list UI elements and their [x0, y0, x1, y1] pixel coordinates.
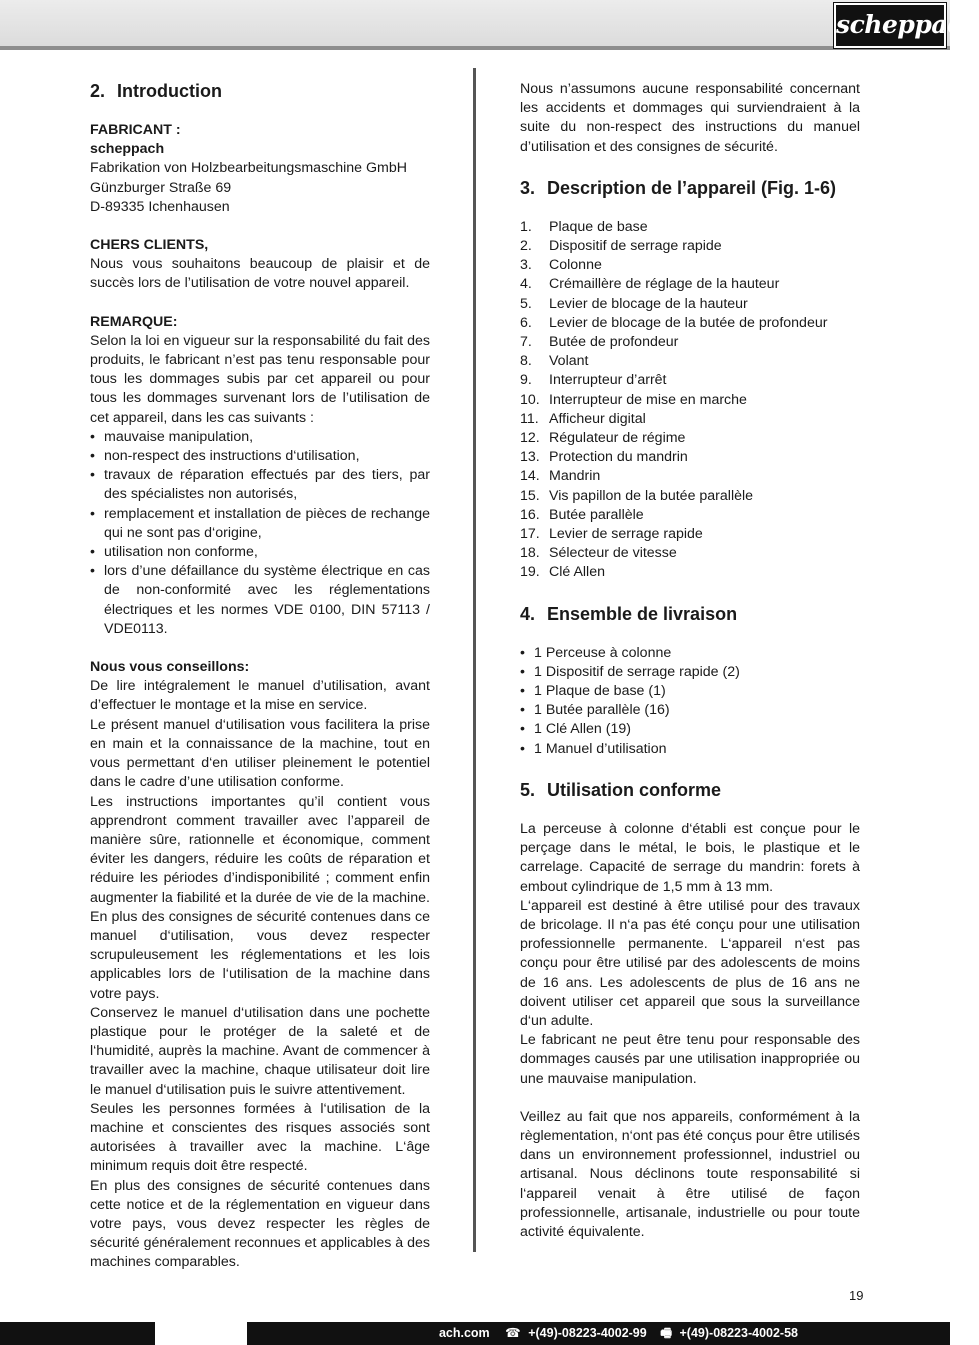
footer-phone: +(49)-08223-4002-99 [528, 1326, 647, 1340]
list-item [520, 352, 860, 371]
note-text: Selon la loi en vigueur sur la responsabilité du fait des produits, le fabricant n’est pas tenu responsable pour tous les dommages subis par cet appareil ou pour tous les dommages survenant lors de l’utilisation de cet appareil, dans les cas suivants : [90, 332, 430, 426]
list-item: • mauvaise manipulation, [90, 428, 430, 447]
item-label: Levier de serrage rapide [549, 526, 703, 543]
item-number: 16. [520, 506, 540, 523]
item-number: 17. [520, 526, 540, 543]
item-label: Sélecteur de vitesse [549, 545, 677, 562]
footer-gap [155, 1322, 247, 1345]
list-item: • 1 Manuel d’utilisation [520, 740, 860, 759]
advise-paragraph: En plus des consignes de sécurité contenues dans cette notice et de la réglementation en vigueur dans votre pays, vous devez respecter les règles de sécurité généralement reconnues et applicables à des machines comparables. [90, 1177, 430, 1271]
note-label: REMARQUE: [90, 313, 178, 330]
section-heading-description [520, 177, 860, 199]
address-line: Fabrikation von Holzbearbeitungsmaschine GmbH [90, 160, 408, 177]
liability-text: Nous n’assumons aucune responsabilité concernant les accidents et dommages qui surviendraient à la suite du non-respect des instructions du manuel d’utilisation et des consignes de sécurité. [520, 81, 860, 155]
item-label: Dispositif de serrage rapide [549, 238, 722, 255]
section-title: Introduction [117, 81, 222, 101]
list-item [520, 275, 860, 294]
list-item: • non-respect des instructions d‘utilisation, [90, 447, 430, 466]
item-label: Volant [549, 353, 589, 370]
item-label: Crémaillère de réglage de la hauteur [549, 276, 780, 293]
item-number: 1. [520, 218, 532, 235]
item-label: Levier de blocage de la hauteur [549, 295, 748, 312]
list-item [520, 544, 860, 563]
advise-label: Nous vous conseillons: [90, 659, 250, 676]
item-label: Plaque de base [549, 218, 648, 235]
list-item: • travaux de réparation effectués par des tiers, par des spécialistes non autorisés, [90, 466, 430, 504]
item-number: 6. [520, 314, 532, 331]
item-number: 4. [520, 276, 532, 293]
list-item: • 1 Butée parallèle (16) [520, 701, 860, 720]
list-item [520, 429, 860, 448]
list-item [520, 506, 860, 525]
use-final-paragraph: Veillez au fait que nos appareils, conformément à la règlementation, n‘ont pas été conçus pour être utilisés dans un environnement professionnel, industriel ou artisanal. Nous déclinons toute responsabilité si l‘appareil venait à être utilisé de façon professionnelle, artisanale, industrielle ou pour toute activité équivalente. [520, 1108, 860, 1240]
list-item: • lors d’une défaillance du système électrique en cas de non-conformité avec les réglementations électriques et les normes VDE 0100, DIN 57113 / VDE0113. [90, 562, 430, 639]
advise-paragraph: Le présent manuel d‘utilisation vous facilitera la prise en main et la connaissance de la machine, tout en vous permettant d‘en utiliser pleinement le potentiel dans le cadre d’une utilisation conforme. [90, 716, 430, 791]
section-number: 2. [90, 81, 106, 101]
advise-paragraph: Les instructions importantes qu’il contient vous apprendront comment travailler avec l’appareil de manière sûre, rationnelle et économique, comment éviter les dangers, réduire les coûts de réparation et réduire les périodes d’indisponibilité ; comment enfin augmenter la fiabilité et la durée de vie de la machine. [90, 793, 430, 906]
fax-icon: 🖷 [660, 1326, 673, 1340]
section-number: 3. [520, 177, 536, 198]
footer-bar [0, 1322, 950, 1345]
item-label: Vis papillon de la butée parallèle [549, 487, 754, 504]
footer-website: ach.com [438, 1326, 490, 1340]
item-number: 7. [520, 334, 532, 351]
list-item [520, 314, 860, 333]
section-number: 5. [520, 779, 536, 800]
section-title: Ensemble de livraison [547, 603, 738, 624]
footer-fax: +(49)-08223-4002-58 [679, 1326, 798, 1340]
list-item [520, 563, 860, 582]
section-title: Utilisation conforme [547, 779, 722, 800]
header-bar [0, 0, 979, 50]
item-number: 2. [520, 238, 532, 255]
list-item: • remplacement et installation de pièces de rechange qui ne sont pas d‘origine, [90, 505, 430, 543]
list-item [520, 410, 860, 429]
advise-paragraph: De lire intégralement le manuel d’utilisation, avant d’effectuer le montage et la mise en service. [90, 678, 430, 714]
item-number: 12. [520, 430, 540, 447]
phone-icon: ☎ [505, 1326, 521, 1340]
list-item: • utilisation non conforme, [90, 543, 430, 562]
list-item [520, 467, 860, 486]
column-divider [473, 68, 476, 1252]
use-paragraph: La perceuse à colonne d‘établi est conçue pour le perçage dans le métal, le bois, le plastique et le carrelage. Capacité de serrage du mandrin: forets à embout cylindrique de 1,5 mm à 13 mm. [520, 820, 860, 895]
section-heading-introduction [90, 80, 430, 102]
item-number: 11. [520, 410, 539, 427]
list-item: • 1 Perceuse à colonne [520, 644, 860, 663]
advise-paragraph: En plus des consignes de sécurité contenues dans ce manuel d‘utilisation, vous devez respecter scrupuleusement les réglementations et les lois applicables lors de l‘utilisation de la machine dans votre pays. [90, 908, 430, 1002]
manufacturer-name: scheppach [90, 141, 165, 158]
list-item [520, 237, 860, 256]
list-item [520, 487, 860, 506]
list-item [520, 218, 860, 237]
item-number: 3. [520, 257, 532, 274]
section-title: Description de l’appareil (Fig. 1-6) [547, 177, 837, 198]
item-number: 10. [520, 391, 540, 408]
section-number: 4. [520, 603, 536, 624]
list-item: • 1 Plaque de base (1) [520, 682, 860, 701]
left-column [90, 80, 430, 1273]
item-number: 13. [520, 449, 540, 466]
note-bullet-list [90, 428, 430, 639]
item-label: Protection du mandrin [549, 449, 688, 466]
item-label: Régulateur de régime [549, 430, 686, 447]
list-item [520, 525, 860, 544]
address-line: D-89335 Ichenhausen [90, 198, 230, 215]
right-column [520, 80, 860, 1242]
list-item: • 1 Dispositif de serrage rapide (2) [520, 663, 860, 682]
item-number: 18. [520, 545, 540, 562]
use-paragraph: Le fabricant ne peut être tenu pour responsable des dommages causés par une utilisation inappropriée ou une mauvaise manipulation. [520, 1032, 860, 1087]
use-paragraph: L‘appareil est destiné à être utilisé pour des travaux de bricolage. Il n‘a pas été conçu pour une utilisation professionnelle permanente. L‘appareil n‘est pas conçu pour être utilisé par des adolescents de moins de 16 ans. Les adolescents de plus de 16 ans ne doivent utiliser cet appareil que sous la surveillance d‘un adulte. [520, 897, 860, 1029]
list-item [520, 256, 860, 275]
item-number: 15. [520, 487, 540, 504]
item-number: 9. [520, 372, 532, 389]
item-number: 19. [520, 564, 540, 581]
list-item [520, 448, 860, 467]
customers-label: CHERS CLIENTS, [90, 237, 209, 254]
item-number: 5. [520, 295, 532, 312]
footer-contact [433, 1322, 798, 1345]
section-heading-delivery [520, 603, 860, 625]
item-label: Clé Allen [549, 564, 605, 581]
advise-paragraph: Conservez le manuel d‘utilisation dans une pochette plastique pour le protéger de la saleté et de l‘humidité, auprès la machine. Avant de commencer à travailler avec la machine, chaque utilisateur doit lire le manuel d‘utilisation puis le suivre attentivement. [90, 1004, 430, 1098]
item-number: 14. [520, 468, 540, 485]
item-number: 8. [520, 353, 532, 370]
manufacturer-label: FABRICANT : [90, 122, 181, 138]
advise-paragraph: Seules les personnes formées à l‘utilisation de la machine et conscientes des risques associés sont autorisées à travailler avec la machine. L‘âge minimum requis doit être respecté. [90, 1100, 430, 1175]
item-label: Afficheur digital [549, 410, 646, 427]
list-item [520, 295, 860, 314]
customers-text: Nous vous souhaitons beaucoup de plaisir et de succès lors de l’utilisation de votre nouvel appareil. [90, 256, 430, 292]
brand-logo: scheppach [834, 3, 946, 48]
address-line: Günzburger Straße 69 [90, 179, 232, 196]
item-label: Colonne [549, 257, 602, 274]
parts-list [520, 218, 860, 583]
item-label: Interrupteur d’arrêt [549, 372, 667, 389]
list-item: • 1 Clé Allen (19) [520, 720, 860, 739]
page-number: 19 [849, 1288, 864, 1303]
list-item [520, 371, 860, 390]
item-label: Levier de blocage de la butée de profondeur [549, 314, 828, 331]
item-label: Butée parallèle [549, 506, 644, 523]
delivery-list [520, 644, 860, 759]
list-item [520, 391, 860, 410]
item-label: Interrupteur de mise en marche [549, 391, 747, 408]
section-heading-intended-use [520, 779, 860, 801]
item-label: Butée de profondeur [549, 334, 679, 351]
list-item [520, 333, 860, 352]
item-label: Mandrin [549, 468, 601, 485]
